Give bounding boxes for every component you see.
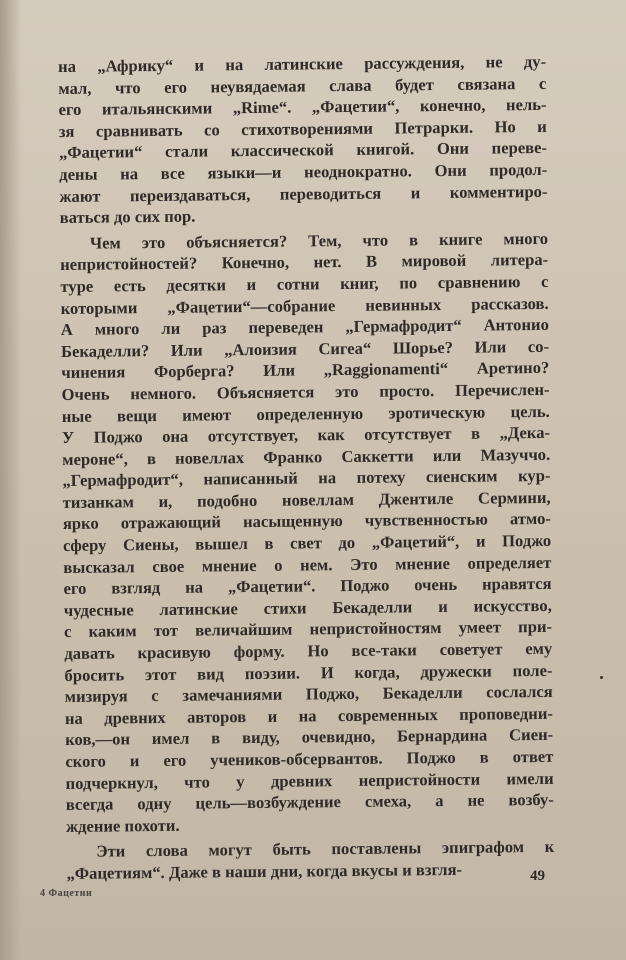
text-line: мал, что его неувядаемая слава будет связана с — [58, 73, 547, 98]
text-line: зя сравнивать со стихотворениями Петрарки. Но и — [58, 116, 547, 141]
text-line: непристойностей? Конечно, нет. В мировой литера- — [60, 250, 549, 275]
text-line: которыми „Фацетии“—собрание невинных рассказов. — [60, 293, 549, 318]
text-line: на „Африку“ и на латинские рассуждения, не ду- — [58, 51, 547, 76]
paragraph — [58, 51, 548, 229]
text-line: чинения Форберга? Или „Raggionamenti“ Аретино? — [61, 358, 550, 383]
text-line: Бекаделли? Или „Алоизия Сигеа“ Шорье? Или со- — [60, 336, 550, 361]
text-line: ные вещи имеют определенную эротическую цель. — [61, 401, 550, 426]
text-line: высказал свое мнение о нем. Это мнение определяет — [63, 552, 552, 577]
ink-speck — [600, 676, 603, 679]
page-number: 49 — [530, 868, 545, 884]
text-line: туре есть десятки и сотни книг, по сравнению с — [60, 271, 549, 296]
printer-signature: 4 Фацетии — [40, 888, 93, 899]
text-line: жают переиздаваться, переводиться и комментиро- — [59, 181, 548, 206]
text-line: Очень немного. Объясняется это просто. Перечислен- — [61, 379, 550, 404]
text-line: ярко отражающий насыщенную чувственностью атмо- — [62, 509, 551, 534]
paragraph — [60, 228, 554, 838]
text-line: Эти слова могут быть поставлены эпиграфом к — [96, 837, 555, 862]
text-line: его взгляд на „Фацетии“. Поджо очень нравятся — [63, 574, 552, 599]
text-line: бросить этот вид поэзии. И когда, дружески поле- — [64, 660, 553, 685]
text-line: „Гермафродит“, написанный на потеху сиенским кур- — [62, 466, 551, 491]
text-line: мизируя с замечаниями Поджо, Бекаделли сослался — [64, 682, 553, 707]
text-line: Чем это объясняется? Тем, что в книге много — [89, 228, 549, 253]
text-line: подчеркнул, что у древних непристойности имели — [65, 768, 554, 793]
text-line: его итальянскими „Rime“. „Фацетии“, конечно, нель- — [58, 95, 547, 120]
text-line: ского и его учеников-обсервантов. Поджо в ответ — [65, 746, 554, 771]
text-line: на древних авторов и на современных проповедни- — [64, 703, 554, 728]
text-line: ваться до сих пор. — [59, 206, 196, 228]
text-line: дены на все языки—и неоднократно. Они продол- — [59, 159, 548, 184]
text-line: давать красивую форму. Но все-таки советует ему — [64, 638, 553, 663]
body-text — [58, 51, 555, 885]
text-line: „Фацетии“ стали классической книгой. Они переве- — [58, 138, 548, 163]
text-line: тизанкам и, подобно новеллам Джентиле Сермини, — [62, 487, 551, 512]
text-line: сферу Сиены, вышел в свет до „Фацетий“, и Поджо — [63, 530, 552, 556]
text-line: У Поджо она отсутствует, как отсутствует в „Дека- — [61, 422, 551, 448]
text-line: всегда одну цель—возбуждение смеха, а не возбу- — [65, 790, 554, 815]
page-edge-shadow — [0, 0, 22, 960]
text-line: А много ли раз переведен „Гермафродит“ Антонио — [60, 315, 549, 340]
text-line: ждение похоти. — [65, 815, 180, 836]
text-line: ков,—он имел в виду, очевидно, Бернардина Сиен- — [65, 725, 554, 750]
paragraph — [66, 836, 554, 884]
text-line: с каким тот величайшим непристойностям умеет при- — [63, 617, 553, 642]
text-line: мероне“, в новеллах Франко Саккетти или Мазуччо. — [62, 444, 551, 469]
text-line: „Фацетиям“. Даже в наши дни, когда вкусы и взгля- — [66, 859, 463, 883]
text-line: чудесные латинские стихи Бекаделли и искусство, — [63, 595, 552, 620]
